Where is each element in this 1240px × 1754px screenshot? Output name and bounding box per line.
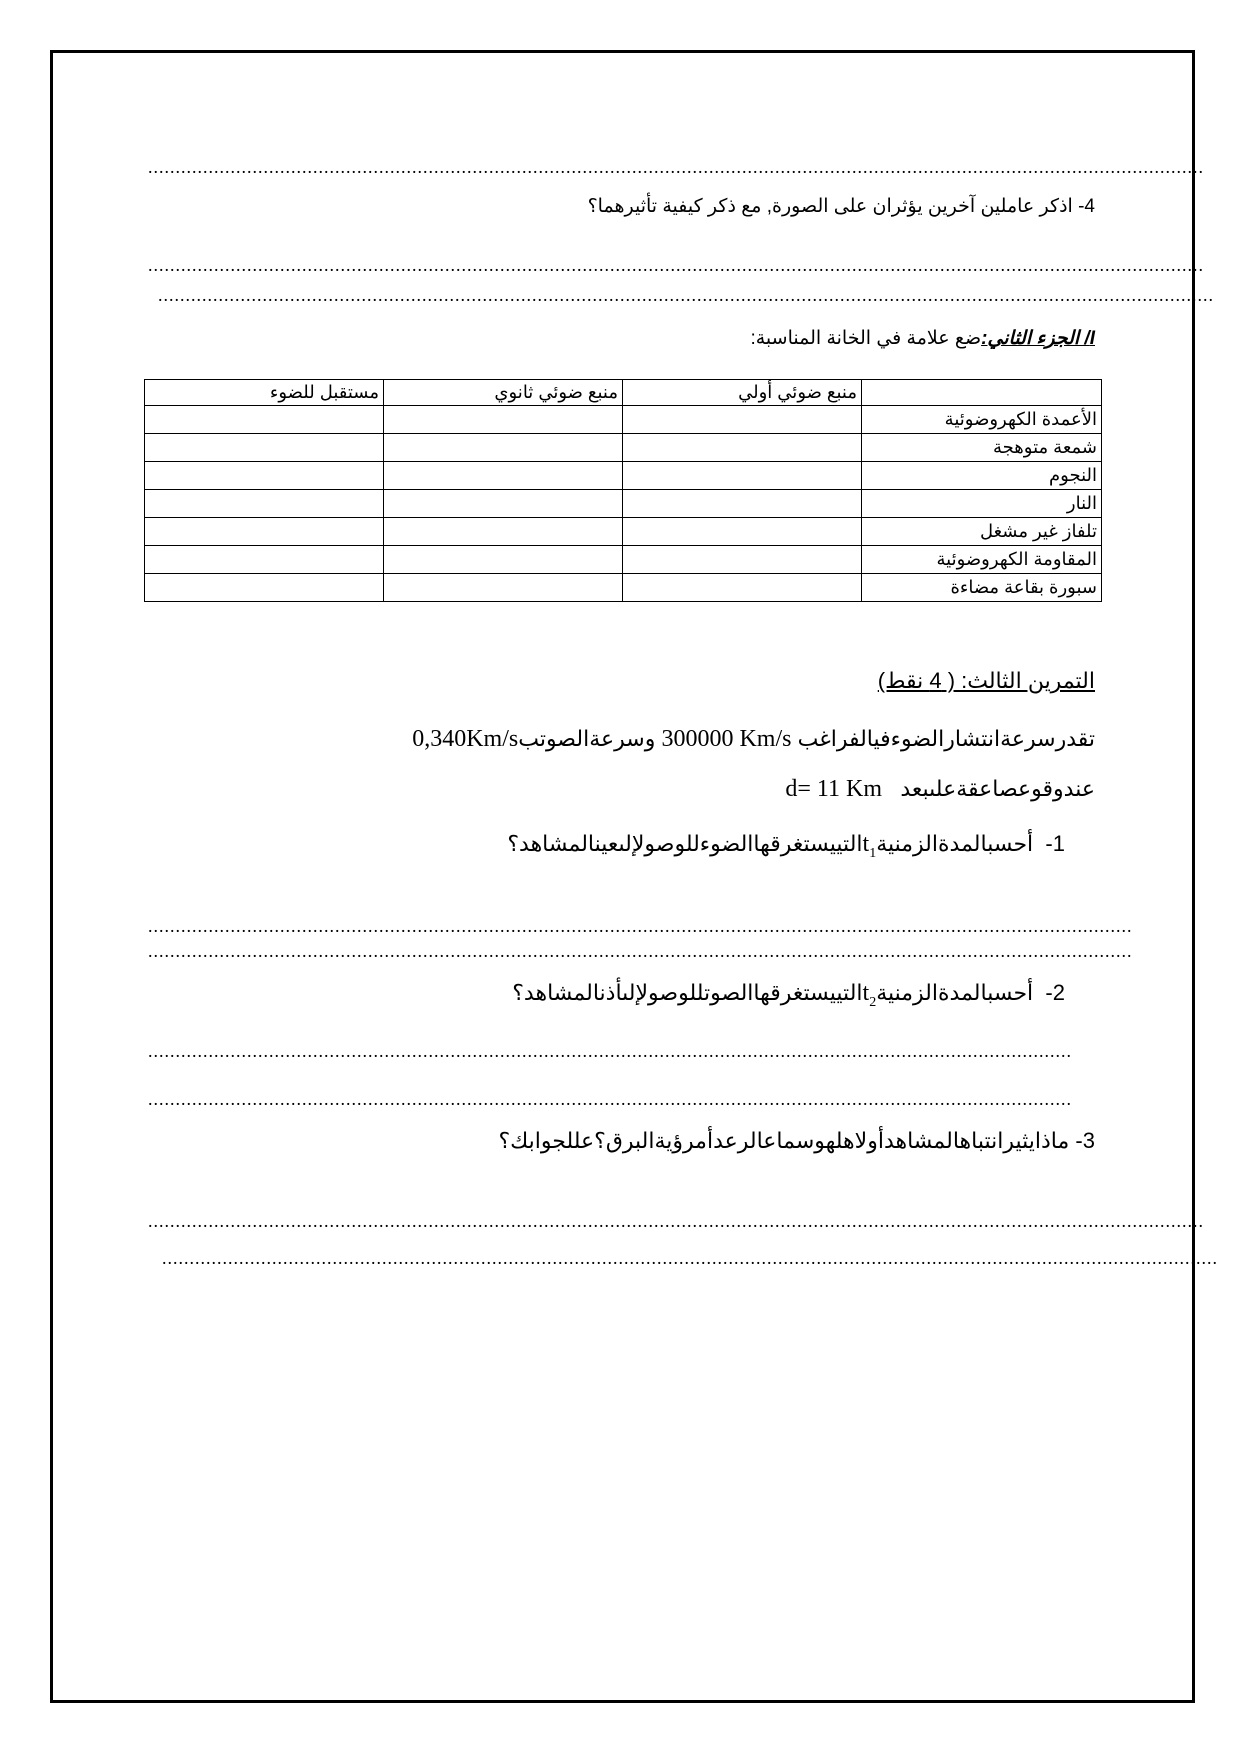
answer-line: ................................................................................................................................................................................................	[148, 255, 1204, 275]
question-3: 3- ماذايثيرانتباهالمشاهدأولاهلهوسماعالرعدأمرؤيةالبرق؟عللجوابك؟	[498, 1128, 1095, 1153]
check-cell[interactable]	[384, 434, 623, 462]
row-label: شمعة متوهجة	[862, 434, 1102, 462]
row-label: المقاومة الكهروضوئية	[862, 546, 1102, 574]
answer-line: ................................................................................................................................................................................................	[148, 157, 1204, 177]
answer-line: ...................................................................................................................................................................................	[148, 916, 1133, 936]
classification-table	[144, 379, 1102, 602]
question-text: أحسبالمدةالزمنية	[876, 980, 1034, 1005]
question-2	[512, 980, 1065, 1011]
check-cell[interactable]	[384, 490, 623, 518]
light-speed-value: 300000 Km/s	[661, 726, 792, 752]
header-light-receiver: مستقبل للضوء	[145, 380, 384, 406]
question-number: 2-	[1045, 980, 1065, 1005]
check-cell[interactable]	[384, 406, 623, 434]
statement-text: تقدرسرعةانتشارالضوءفيالفراغب	[797, 726, 1095, 751]
exercise3-title: التمرين الثالث: ( 4 نقط)	[877, 668, 1095, 693]
check-cell[interactable]	[145, 518, 384, 546]
check-cell[interactable]	[145, 462, 384, 490]
check-cell[interactable]	[384, 462, 623, 490]
row-label: سبورة بقاعة مضاءة	[862, 574, 1102, 602]
check-cell[interactable]	[384, 518, 623, 546]
exercise3-statement-1	[412, 726, 1095, 753]
table-row	[145, 434, 1102, 462]
check-cell[interactable]	[623, 434, 862, 462]
row-label: النجوم	[862, 462, 1102, 490]
question-text: التييستغرقهاالضوءللوصولإلىعينالمشاهد؟	[507, 831, 863, 856]
row-label: تلفاز غير مشغل	[862, 518, 1102, 546]
part2-instruction: ضع علامة في الخانة المناسبة:	[750, 328, 982, 349]
row-label: النار	[862, 490, 1102, 518]
table-row	[145, 574, 1102, 602]
answer-line: ........................................................................................................................................................................	[148, 1041, 1072, 1061]
header-secondary-source: منبع ضوئي ثانوي	[384, 380, 623, 406]
answer-line: ................................................................................................................................................................................................	[162, 1248, 1218, 1268]
check-cell[interactable]	[623, 574, 862, 602]
answer-line: ................................................................................................................................................................................................	[158, 285, 1214, 305]
statement-text: عندوقوعصاعقةعلىبعد	[900, 776, 1095, 801]
table-row	[145, 406, 1102, 434]
table-row	[145, 518, 1102, 546]
check-cell[interactable]	[145, 574, 384, 602]
question-1	[507, 831, 1065, 862]
part2-heading-line	[750, 327, 1095, 350]
sound-speed-value: 0,340Km/s	[412, 726, 519, 752]
question-4: 4- اذكر عاملين آخرين يؤثران على الصورة, مع ذكر كيفية تأثيرهما؟	[587, 196, 1095, 217]
distance-value: d= 11 Km	[785, 776, 883, 802]
check-cell[interactable]	[145, 434, 384, 462]
table-row	[145, 490, 1102, 518]
question-number: 1-	[1045, 831, 1065, 856]
header-cell	[862, 380, 1102, 406]
check-cell[interactable]	[384, 574, 623, 602]
check-cell[interactable]	[623, 490, 862, 518]
check-cell[interactable]	[145, 546, 384, 574]
part2-heading: I/ الجزء الثاني:	[981, 328, 1095, 349]
question-text: أحسبالمدةالزمنية	[876, 831, 1034, 856]
check-cell[interactable]	[145, 406, 384, 434]
check-cell[interactable]	[623, 546, 862, 574]
variable-t2: $t_2$	[862, 980, 877, 1010]
answer-line: ................................................................................................................................................................................................	[148, 1211, 1204, 1231]
question-text: التييستغرقهاالصوتللوصولإلىأذنالمشاهد؟	[512, 980, 863, 1005]
variable-t1: $t_1$	[862, 831, 877, 861]
statement-text: وسرعةالصوتب	[518, 726, 656, 751]
header-primary-source: منبع ضوئي أولي	[623, 380, 862, 406]
answer-line: ...................................................................................................................................................................................	[148, 941, 1133, 961]
check-cell[interactable]	[623, 462, 862, 490]
table-row	[145, 546, 1102, 574]
row-label: الأعمدة الكهروضوئية	[862, 406, 1102, 434]
check-cell[interactable]	[623, 406, 862, 434]
check-cell[interactable]	[145, 490, 384, 518]
table-row	[145, 462, 1102, 490]
check-cell[interactable]	[623, 518, 862, 546]
answer-line: ........................................................................................................................................................................	[148, 1089, 1072, 1109]
exercise3-statement-2	[785, 776, 1095, 803]
check-cell[interactable]	[384, 546, 623, 574]
table-header-row	[145, 380, 1102, 406]
